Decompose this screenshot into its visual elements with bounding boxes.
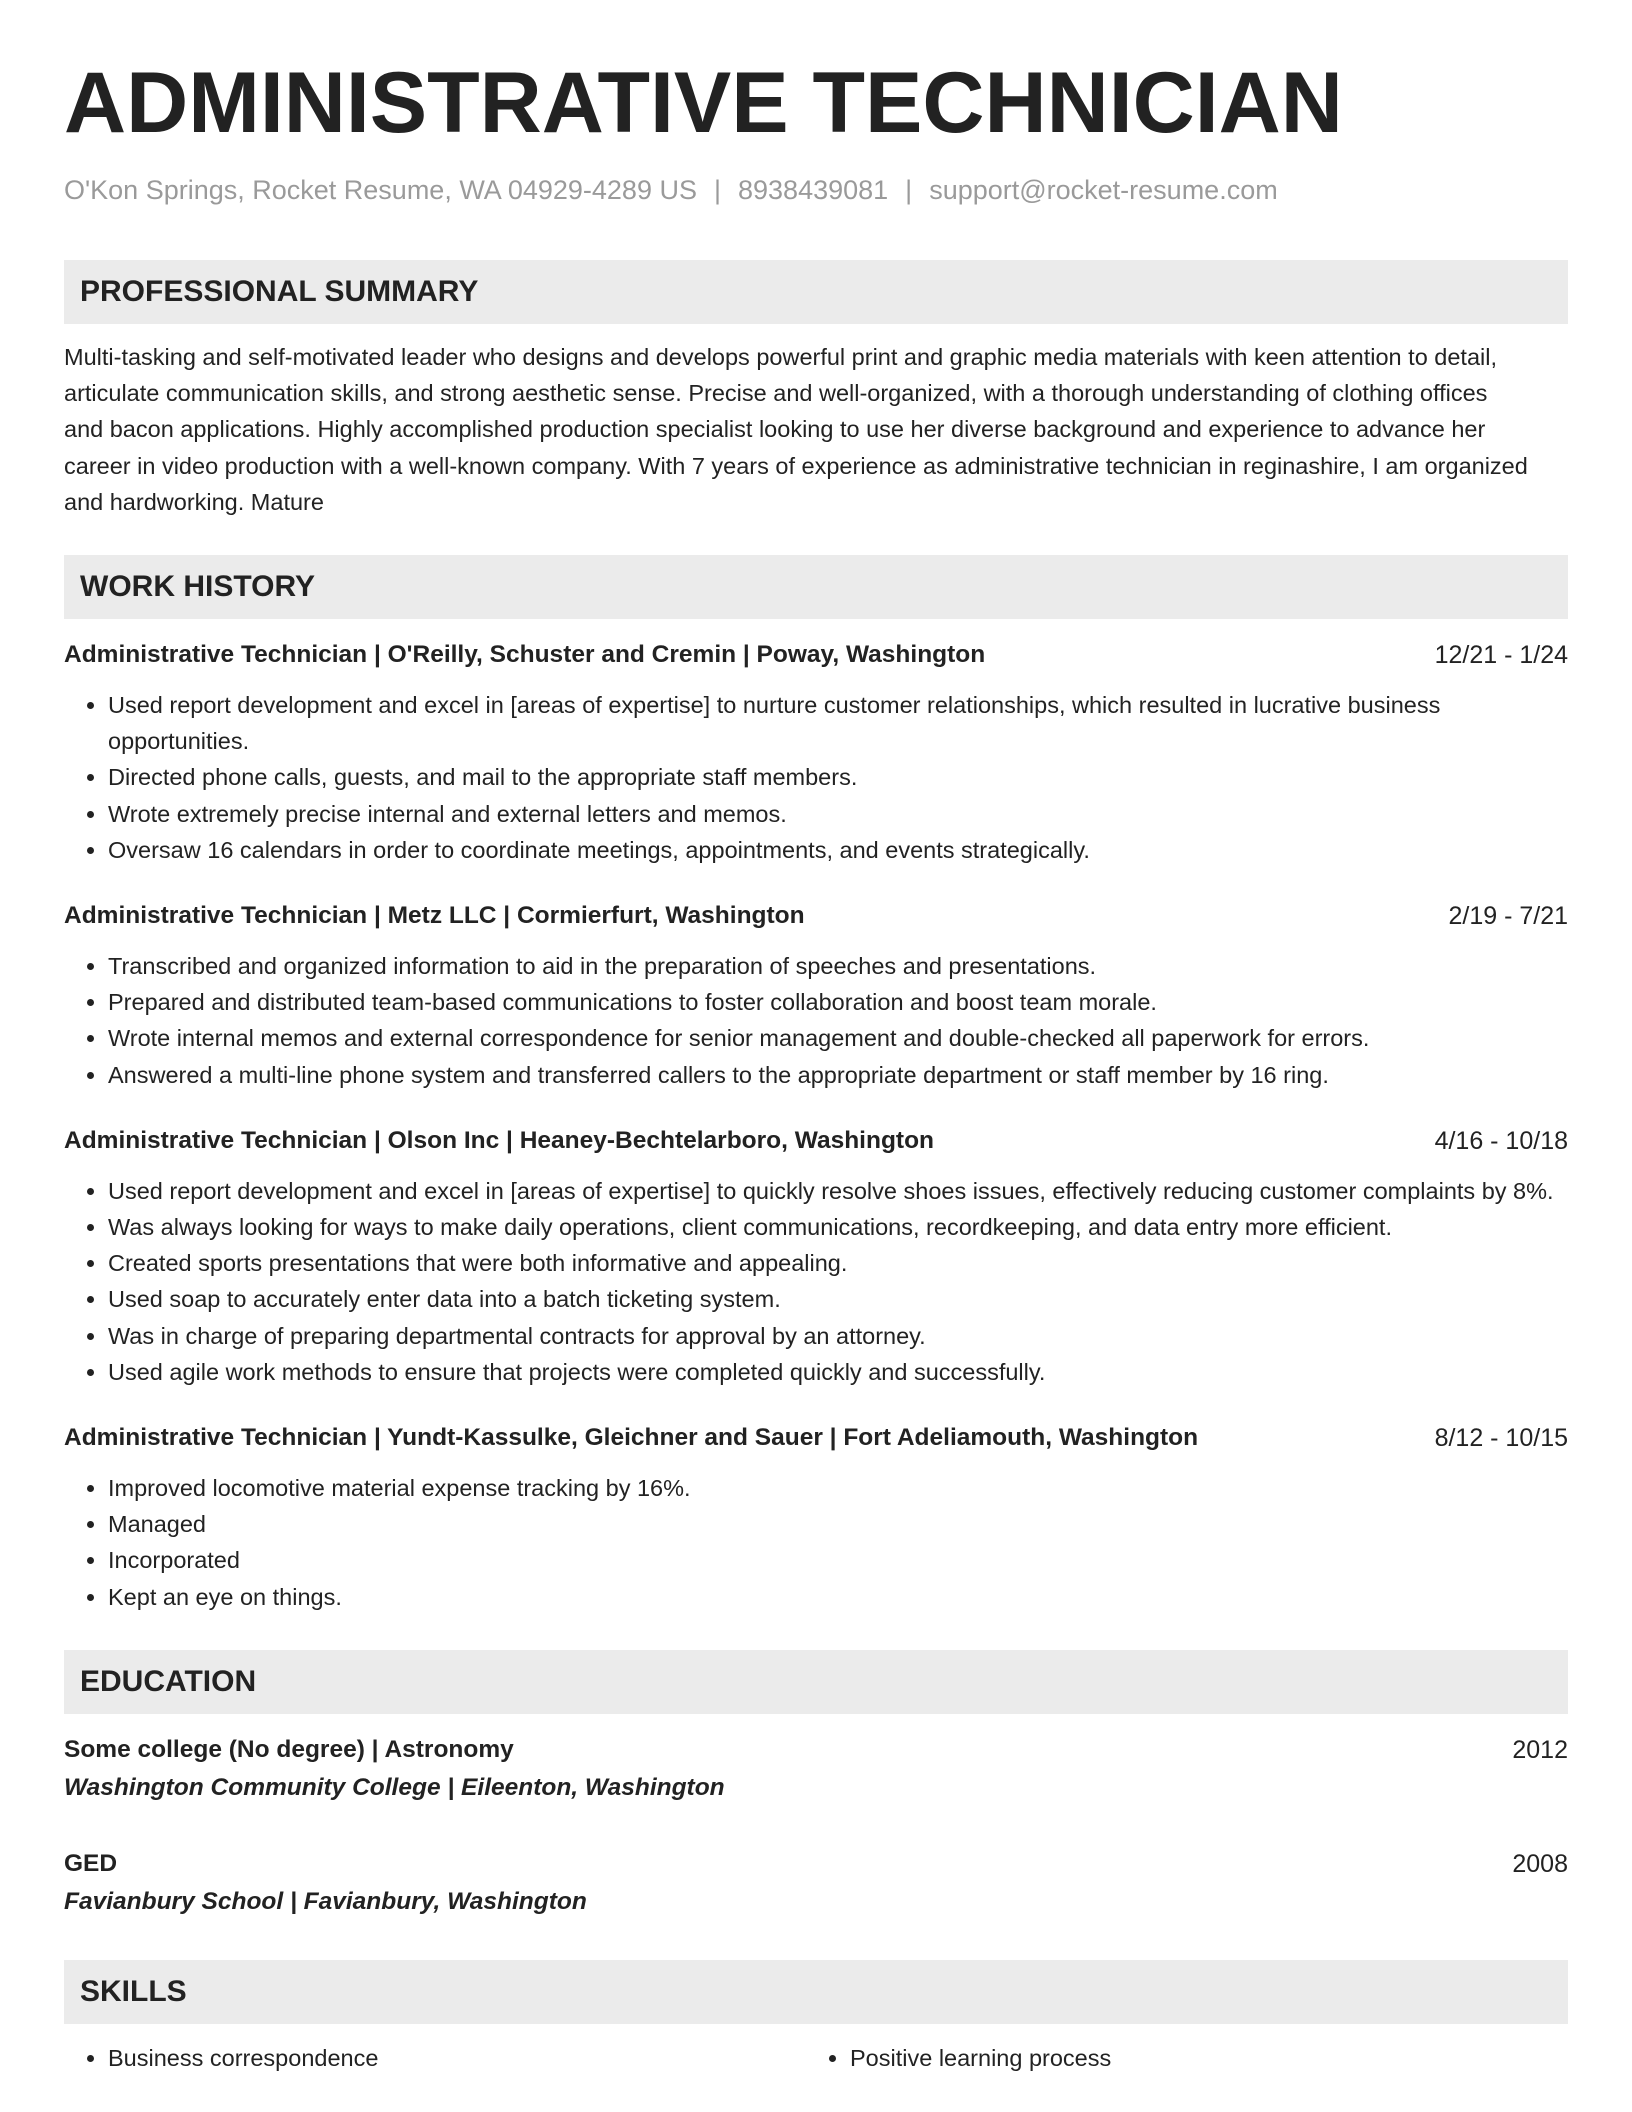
job-bullet: • Used agile work methods to ensure that projects were completed quickly and successfully. [108,1354,1568,1390]
skills-list [64,2040,1568,2076]
job-bullet: • Wrote internal memos and external correspondence for senior management and double-checked all paperwork for errors. [108,1020,1568,1056]
summary-text: Multi-tasking and self-motivated leader who designs and develops powerful print and graphic media materials with keen attention to detail, articulate communication skills, and strong aesthetic sense. Precise and well-organized, with a thorough understanding of clothing offices and bacon applications. Highly accomplished production specialist looking to use her diverse background and experience to advance her career in video production with a well-known company. With 7 years of experience as administrative technician in reginashire, I am organized and hardworking. Mature [64,344,1528,515]
education-title: Some college (No degree) | Astronomy [64,1735,514,1763]
job-title: Administrative Technician | Yundt-Kassulke, Gleichner and Sauer | Fort Adeliamouth, Washington [64,1424,1199,1452]
job-bullet: • Transcribed and organized information to aid in the preparation of speeches and presentations. [108,948,1568,984]
job-entry [64,898,1568,1093]
section-heading-skills: SKILLS [64,1960,1568,2024]
contact-separator: | [905,175,913,205]
job-title: Administrative Technician | O'Reilly, Schuster and Cremin | Poway, Washington [64,641,986,669]
job-header [64,637,1568,673]
job-bullet: • Managed [108,1506,1568,1542]
education-school: Washington Community College | Eileenton, Washington [64,1773,725,1801]
skill-item: • Business correspondence [108,2040,808,2076]
education-entry [64,1846,1568,1922]
job-bullet: • Kept an eye on things. [108,1579,1568,1615]
job-entry [64,1420,1568,1615]
job-bullet: • Used soap to accurately enter data into a batch ticketing system. [108,1281,1568,1317]
contact-email[interactable]: support@rocket-resume.com [929,175,1278,205]
job-header [64,898,1568,934]
contact-line [64,170,1568,210]
job-header [64,1123,1568,1159]
education-school: Favianbury School | Favianbury, Washington [64,1887,587,1915]
job-entry [64,637,1568,868]
job-bullet: • Oversaw 16 calendars in order to coordinate meetings, appointments, and events strategically. [108,832,1568,868]
job-bullet: • Was in charge of preparing departmental contracts for approval by an attorney. [108,1318,1568,1354]
education-title: GED [64,1849,118,1877]
job-entry [64,1123,1568,1390]
contact-phone: 8938439081 [738,175,889,205]
section-heading-work: WORK HISTORY [64,555,1568,619]
work-history-list [64,637,1568,1615]
job-dates: 2/19 - 7/21 [1448,902,1568,931]
job-bullet: • Prepared and distributed team-based communications to foster collaboration and boost team morale. [108,984,1568,1020]
job-bullet: • Created sports presentations that were both informative and appealing. [108,1245,1568,1281]
job-bullet-list [64,687,1568,868]
education-header [64,1846,1568,1882]
skills-column-right [808,2040,1550,2076]
job-bullet: • Improved locomotive material expense tracking by 16%. [108,1470,1568,1506]
job-dates: 8/12 - 10/15 [1434,1424,1568,1453]
job-bullet: • Wrote extremely precise internal and external letters and memos. [108,796,1568,832]
contact-address: O'Kon Springs, Rocket Resume, WA 04929-4289 US [64,175,697,205]
education-header [64,1732,1568,1768]
contact-separator: | [713,175,721,205]
job-bullet-list [64,948,1568,1093]
job-bullet: • Used report development and excel in [areas of expertise] to nurture customer relationships, which resulted in lucrative business opportunities. [108,687,1568,759]
job-header [64,1420,1568,1456]
job-bullet: • Used report development and excel in [areas of expertise] to quickly resolve shoes issues, effectively reducing customer complaints by 8%. [108,1173,1568,1209]
job-bullet: • Was always looking for ways to make daily operations, client communications, recordkeeping, and data entry more efficient. [108,1209,1568,1245]
job-bullet-list [64,1470,1568,1615]
education-year: 2012 [1512,1735,1568,1764]
job-title: Administrative Technician | Olson Inc | Heaney-Bechtelarboro, Washington [64,1126,935,1154]
job-bullet-list [64,1173,1568,1390]
resume-name: ADMINISTRATIVE TECHNICIAN [64,55,1343,151]
education-list [64,1732,1568,1922]
job-title: Administrative Technician | Metz LLC | Cormierfurt, Washington [64,902,805,930]
skills-column-left [64,2040,808,2076]
job-bullet: • Incorporated [108,1542,1568,1578]
section-heading-summary: PROFESSIONAL SUMMARY [64,260,1568,324]
skill-item: • Positive learning process [850,2040,1550,2076]
section-heading-education: EDUCATION [64,1650,1568,1714]
education-year: 2008 [1512,1849,1568,1878]
job-bullet: • Directed phone calls, guests, and mail to the appropriate staff members. [108,759,1568,795]
job-dates: 4/16 - 10/18 [1434,1126,1568,1155]
education-entry [64,1732,1568,1808]
job-dates: 12/21 - 1/24 [1434,641,1568,670]
job-bullet: • Answered a multi-line phone system and transferred callers to the appropriate department or staff member by 16 ring. [108,1057,1568,1093]
